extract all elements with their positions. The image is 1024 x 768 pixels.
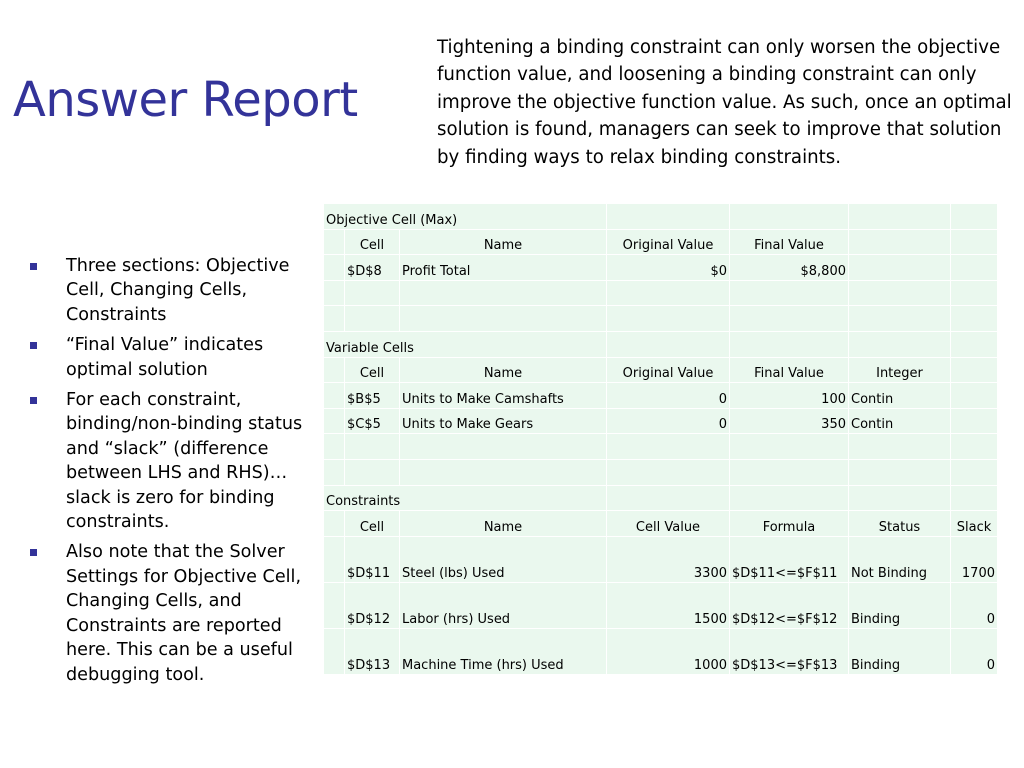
cell-ref: $B$5 xyxy=(345,383,400,409)
table-row xyxy=(324,408,998,434)
column-header: Integer xyxy=(849,357,951,383)
integer-type: Contin xyxy=(849,408,951,434)
cell-name: Labor (hrs) Used xyxy=(400,582,607,628)
bullet-list xyxy=(30,254,330,693)
column-header: Name xyxy=(400,229,607,255)
cell-name: Profit Total xyxy=(400,255,607,281)
column-header: Cell xyxy=(345,357,400,383)
slack: 0 xyxy=(951,582,998,628)
bullet-item xyxy=(30,254,330,327)
slack: 1700 xyxy=(951,536,998,582)
cell-value: 3300 xyxy=(607,536,730,582)
cell-ref: $D$13 xyxy=(345,628,400,674)
column-header: Final Value xyxy=(730,357,849,383)
column-header: Original Value xyxy=(607,229,730,255)
cell-ref: $C$5 xyxy=(345,408,400,434)
cell-name: Machine Time (hrs) Used xyxy=(400,628,607,674)
final-value: 350 xyxy=(730,408,849,434)
empty-row xyxy=(324,434,998,460)
column-header: Original Value xyxy=(607,357,730,383)
square-bullet-icon xyxy=(30,342,37,349)
column-header: Status xyxy=(849,511,951,537)
intro-paragraph: Tightening a binding constraint can only worsen the objective function value, and loosening a binding constraint can only improve the objective function value. As such, once an optimal solution is found, managers can seek to improve that solution by finding ways to relax binding constraints. xyxy=(437,37,1012,168)
column-header-row xyxy=(324,511,998,537)
answer-report-table xyxy=(323,203,998,675)
section-label-objective: Objective Cell (Max) xyxy=(324,204,607,230)
column-header: Cell xyxy=(345,511,400,537)
cell-name: Units to Make Camshafts xyxy=(400,383,607,409)
column-header: Formula xyxy=(730,511,849,537)
original-value: $0 xyxy=(607,255,730,281)
bullet-text: “Final Value” indicates optimal solution xyxy=(66,335,264,380)
table-row xyxy=(324,383,998,409)
final-value: $8,800 xyxy=(730,255,849,281)
original-value: 0 xyxy=(607,408,730,434)
cell-name: Steel (lbs) Used xyxy=(400,536,607,582)
slack: 0 xyxy=(951,628,998,674)
cell-ref: $D$11 xyxy=(345,536,400,582)
column-header: Name xyxy=(400,511,607,537)
empty-row xyxy=(324,280,998,306)
section-header-row xyxy=(324,485,998,511)
table-row xyxy=(324,582,998,628)
formula: $D$11<=$F$11 xyxy=(730,536,849,582)
integer-type: Contin xyxy=(849,383,951,409)
section-label-variables: Variable Cells xyxy=(324,331,607,357)
column-header: Name xyxy=(400,357,607,383)
column-header: Cell xyxy=(345,229,400,255)
cell-value: 1000 xyxy=(607,628,730,674)
cell-ref: $D$8 xyxy=(345,255,400,281)
bullet-item xyxy=(30,388,330,534)
section-header-row xyxy=(324,331,998,357)
square-bullet-icon xyxy=(30,397,37,404)
square-bullet-icon xyxy=(30,549,37,556)
status: Binding xyxy=(849,582,951,628)
status: Binding xyxy=(849,628,951,674)
bullet-item xyxy=(30,333,330,382)
column-header-row xyxy=(324,229,998,255)
cell-ref: $D$12 xyxy=(345,582,400,628)
table-row xyxy=(324,628,998,674)
status: Not Binding xyxy=(849,536,951,582)
formula: $D$13<=$F$13 xyxy=(730,628,849,674)
square-bullet-icon xyxy=(30,263,37,270)
empty-row xyxy=(324,306,998,332)
empty-row xyxy=(324,459,998,485)
cell-name: Units to Make Gears xyxy=(400,408,607,434)
column-header: Cell Value xyxy=(607,511,730,537)
bullet-text: For each constraint, binding/non-binding status and “slack” (difference between LHS and RHS)…slack is zero for binding constraints. xyxy=(66,390,303,533)
column-header: Final Value xyxy=(730,229,849,255)
table-row xyxy=(324,255,998,281)
section-label-constraints: Constraints xyxy=(324,485,607,511)
bullet-text: Also note that the Solver Settings for Objective Cell, Changing Cells, and Constraints are reported here. This can be a useful debugging tool. xyxy=(66,542,302,685)
slide-title: Answer Report xyxy=(13,72,358,128)
table-row xyxy=(324,536,998,582)
original-value: 0 xyxy=(607,383,730,409)
bullet-item xyxy=(30,540,330,686)
section-header-row xyxy=(324,204,998,230)
cell-value: 1500 xyxy=(607,582,730,628)
formula: $D$12<=$F$12 xyxy=(730,582,849,628)
final-value: 100 xyxy=(730,383,849,409)
column-header-row xyxy=(324,357,998,383)
column-header: Slack xyxy=(951,511,998,537)
bullet-text: Three sections: Objective Cell, Changing Cells, Constraints xyxy=(66,256,290,325)
